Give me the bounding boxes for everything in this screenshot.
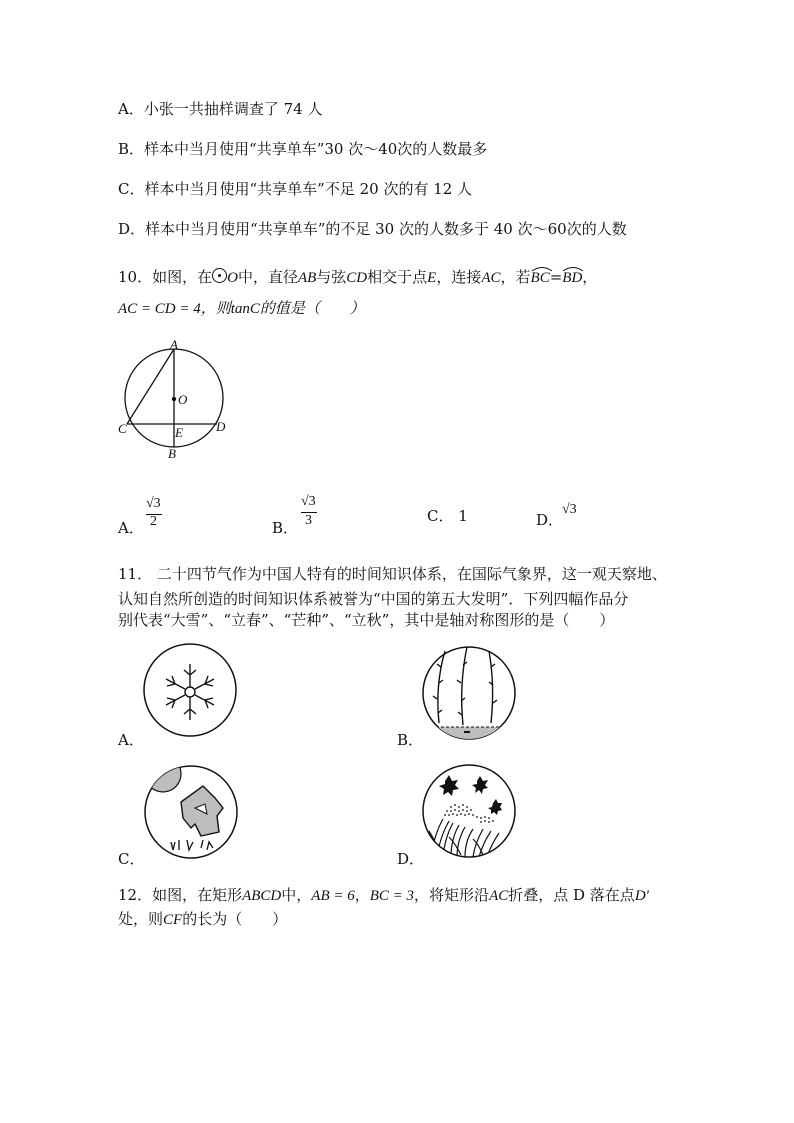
q10-option-c: C． 1 [427,507,468,525]
q9-option-d: D．样本中当月使用“共享单车”的不足 30 次的人数多于 40 次～60次的人数 [118,220,627,238]
q11-option-c: C． [118,850,145,868]
q10-option-d-label: D． [536,511,564,529]
q10-option-d-val: √3 [562,502,577,517]
q10-line2: AC = CD = 4，则tanC的值是（ ） [118,301,365,317]
q10-option-a-den: 2 [150,514,157,529]
circle-symbol [212,268,227,283]
arc-mark-icon [531,266,553,272]
seedling-icon [143,764,243,864]
label-o: O [178,392,188,407]
q10-option-b-num: √3 [301,494,316,509]
arc-bd: BD [562,270,582,287]
label-e: E [175,425,183,440]
q11-line3: 别代表“大雪”、“立春”、“芒种”、“立秋”，其中是轴对称图形的是（ ） [118,611,615,629]
q12-line2: 处，则CF的长为（ ） [118,910,288,928]
label-a: A [170,337,178,352]
q11-option-b: B． [397,731,424,749]
q10-circle-figure [112,336,242,466]
q10-option-a-num: √3 [146,496,161,511]
snowflake-icon [142,642,242,742]
q10-option-a-label: A． [118,519,144,537]
autumn-leaves-icon [421,763,521,863]
label-c: C [118,421,127,436]
q10-option-b-label: B． [272,519,299,537]
label-b: B [168,446,176,461]
q9-option-c: C．样本中当月使用“共享单车”不足 20 次的有 12 人 [118,180,473,198]
arc-bc: BC [531,270,550,287]
label-d: D [216,419,226,434]
q11-line2: 认知自然所创造的时间知识体系被誉为“中国的第五大发明”．下列四幅作品分 [118,590,629,608]
q11-line1: 11． 二十四节气作为中国人特有的时间知识体系，在国际气象界，这一观天察地、 [118,565,667,583]
q12-line1: 12．如图，在矩形ABCD中，AB = 6，BC = 3，将矩形沿AC折叠，点 D 落在点D′ [118,886,649,904]
q9-option-b: B．样本中当月使用“共享单车”30 次～40次的人数最多 [118,140,488,158]
arc-mark-icon [562,266,584,272]
q11-option-a: A． [118,731,144,749]
willow-icon [421,645,521,745]
q10-option-b-den: 3 [305,513,312,528]
q9-option-a: A．小张一共抽样调查了 74 人 [118,100,323,118]
q11-option-d: D． [397,850,425,868]
q10-line1: 10．如图，在 O中，直径AB与弦CD相交于点E，连接AC，若BC =BD ， [118,268,598,286]
